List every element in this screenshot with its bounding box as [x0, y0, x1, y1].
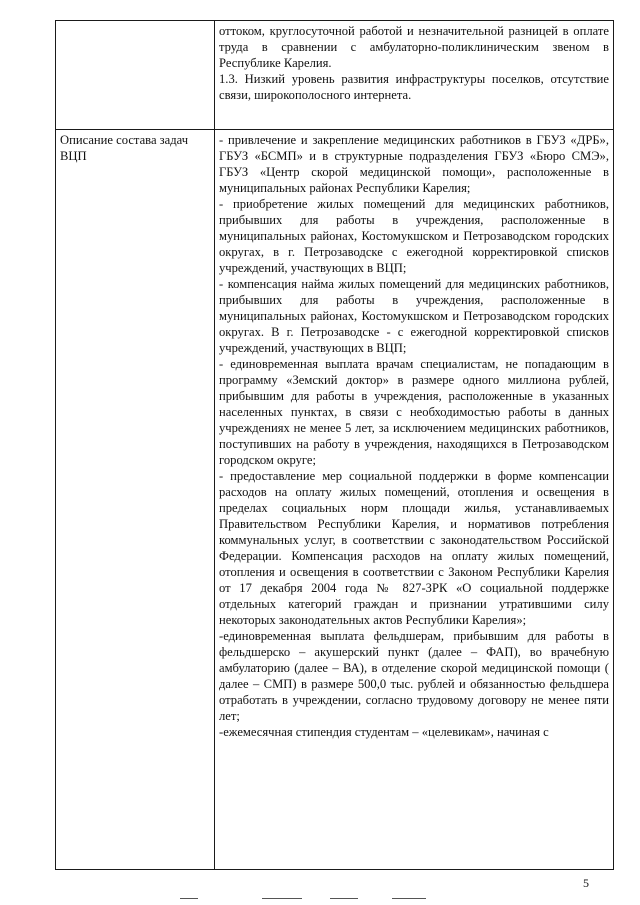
- row2-label-cell: Описание состава задач ВЦП: [56, 130, 215, 870]
- row1-paragraph-2: 1.3. Низкий уровень развития инфраструктуры поселков, отсутствие связи, широкополосного интернета.: [219, 72, 609, 102]
- task-item-5: - предоставление мер социальной поддержки в форме компенсации расходов на оплату жилых помещений, отопления и освещения в пределах социальных норм площади жилья, устанавливаемых Правительством Республики Карелия, и нормативов потребления коммунальных услуг, в соответствии с законодательством Российской Федерации. Компенсация расходов на оплату жилых помещений, отопления и освещения в соответствии с Законом Республики Карелия от 17 декабря 2004 года № 827-ЗРК «О социальной поддержке отдельных категорий граждан и признании утратившими силу некоторых законодательных актов Республики Карелия»;: [219, 469, 609, 627]
- table-row: [56, 21, 614, 130]
- scan-artifact: [180, 898, 198, 899]
- task-item-7: -ежемесячная стипендия студентам – «целевикам», начиная с: [219, 725, 549, 739]
- task-item-3: - компенсация найма жилых помещений для медицинских работников, прибывших для работы в учреждения, расположенные в муниципальных районах, Костомукшском и Петрозаводском городских округах. В г. Петрозаводске - с ежегодной корректировкой списков учреждений, участвующих в ВЦП;: [219, 277, 609, 355]
- row1-label-cell: [56, 21, 215, 130]
- task-item-2: - приобретение жилых помещений для медицинских работников, прибывших для работы в учреждения, расположенные в муниципальных районах, Костомукшском и Петрозаводском городских округах, в г. Петрозаводске с ежегодной корректировкой списков учреждений, участвующих в ВЦП;: [219, 197, 609, 275]
- scan-artifact: [262, 898, 302, 899]
- task-item-4: - единовременная выплата врачам специалистам, не попадающим в программу «Земский доктор» в размере одного миллиона рублей, прибывшим для работы в учреждения, расположенные в указанных населенных пунктах, в связи с необходимостью работы в данных учреждениях не менее 5 лет, за исключением медицинских работников, поступивших на работу в учреждения, находящихся в Петрозаводском городском округе;: [219, 357, 609, 467]
- task-item-6: -единовременная выплата фельдшерам, прибывшим для работы в фельдшерско – акушерский пункт (далее – ФАП), во врачебную амбулаторию (далее – ВА), в отделение скорой медицинской помощи ( далее – СМП) в размере 500,0 тыс. рублей и обязанностью фельдшера отработать в учреждении, согласно трудовому договору не менее пяти лет;: [219, 629, 609, 723]
- table-row: [56, 130, 614, 870]
- row1-content-cell: [215, 21, 614, 130]
- page-number: 5: [583, 876, 589, 890]
- scan-artifact: [330, 898, 358, 899]
- row2-content-cell: [215, 130, 614, 870]
- row1-paragraph-1: оттоком, круглосуточной работой и незначительной разницей в оплате труда в сравнении с амбулаторно-поликлиническим звеном в Республике Карелия.: [219, 24, 609, 70]
- program-table: [55, 20, 614, 870]
- scan-artifact: [392, 898, 426, 899]
- task-item-1: - привлечение и закрепление медицинских работников в ГБУЗ «ДРБ», ГБУЗ «БСМП» и в структурные подразделения ГБУЗ «Бюро СМЭ», ГБУЗ «Центр скорой медицинской помощи», расположенные в муниципальных районах Республики Карелия;: [219, 133, 609, 195]
